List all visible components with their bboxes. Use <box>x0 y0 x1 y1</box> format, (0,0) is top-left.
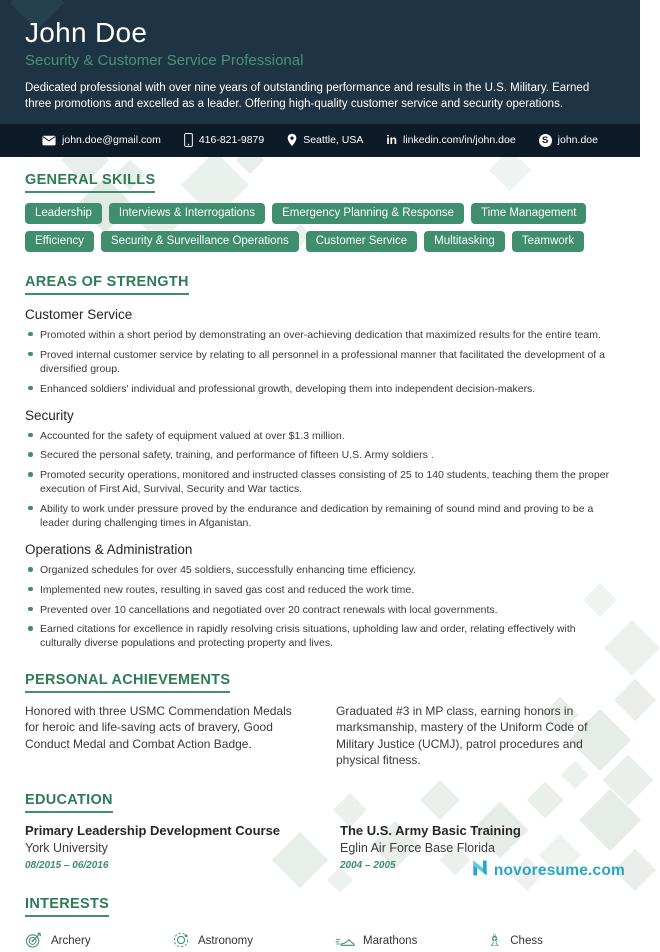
interest-label: Astronomy <box>198 935 253 948</box>
interests-list <box>25 931 615 952</box>
skill-tag: Interviews & Interrogations <box>109 203 265 224</box>
footer-brand[interactable] <box>470 858 625 883</box>
interests-heading: INTERESTS <box>25 896 109 917</box>
strength-group-operations <box>25 542 615 650</box>
bullet-item: Secured the personal safety, training, and performance of fifteen U.S. Army soldiers . <box>25 448 615 462</box>
interest-astronomy <box>172 931 335 952</box>
brand-text: novoresume.com <box>493 861 625 879</box>
contact-bar <box>0 124 640 157</box>
candidate-summary: Dedicated professional with over nine years of outstanding performance and results in the U.S. Military. Earned three promotions and excelled as a leader. Offering high-quality customer service and security operations. <box>25 81 590 110</box>
skill-tag: Multitasking <box>424 231 505 252</box>
bullet-item: Implemented new routes, resulting in saved gas cost and reduced the work time. <box>25 583 615 597</box>
section-personal-achievements <box>25 671 615 769</box>
skill-tag: Teamwork <box>512 231 584 252</box>
section-areas-of-strength <box>25 273 615 651</box>
bullet-item: Ability to work under pressure proved by the endurance and dedication by remaining of sound mind and proving to be a leader during challenging times in Afganistan. <box>25 502 615 530</box>
archery-target-icon <box>25 931 43 952</box>
education-degree: Primary Leadership Development Course <box>25 822 281 838</box>
bullet-item: Enhanced soldiers' individual and professional growth, developing them into independent decision-makers. <box>25 382 615 396</box>
contact-skype[interactable] <box>539 134 598 147</box>
contact-skype-text: john.doe <box>557 134 598 147</box>
contact-location[interactable] <box>287 133 363 147</box>
achievements-columns <box>25 703 615 769</box>
skill-tag: Leadership <box>25 203 102 224</box>
bullet-item: Promoted within a short period by demonstrating an over-achieving dedication that maximized results for the entire team. <box>25 328 615 342</box>
strength-group-title: Operations & Administration <box>25 542 193 558</box>
resume-body <box>0 157 640 952</box>
skill-tag: Time Management <box>471 203 586 224</box>
contact-linkedin-text: linkedin.com/in/john.doe <box>403 134 516 147</box>
education-entry <box>25 823 340 871</box>
skill-tag: Efficiency <box>25 231 94 252</box>
bullet-item: Proved internal customer service by relating to all personnel in a professional manner that facilitated the development of a diversified group. <box>25 348 615 376</box>
skill-tag: Security & Surveillance Operations <box>101 231 299 252</box>
skill-tag-list <box>25 203 615 252</box>
astronomy-orbit-icon <box>172 931 190 952</box>
education-dates: 08/2015 – 06/2016 <box>25 859 109 871</box>
section-general-skills <box>25 171 615 252</box>
strength-group-security <box>25 408 615 531</box>
skill-tag: Emergency Planning & Response <box>272 203 464 224</box>
strength-group-title: Customer Service <box>25 306 133 322</box>
contact-linkedin[interactable] <box>386 133 515 147</box>
strength-group-customer-service <box>25 307 615 396</box>
email-icon <box>42 135 56 146</box>
candidate-name: John Doe <box>25 17 148 48</box>
contact-email[interactable] <box>42 134 161 146</box>
contact-email-text: john.doe@gmail.com <box>62 134 161 147</box>
contact-location-text: Seattle, USA <box>303 134 364 147</box>
interest-label: Marathons <box>363 935 418 948</box>
personal-achievements-heading: PERSONAL ACHIEVEMENTS <box>25 672 230 693</box>
linkedin-icon: in <box>386 133 398 148</box>
phone-icon <box>184 133 193 147</box>
skype-icon: S <box>539 134 552 147</box>
education-degree: The U.S. Army Basic Training <box>340 822 521 838</box>
candidate-job-title: Security & Customer Service Professional <box>25 51 304 69</box>
strength-group-title: Security <box>25 407 74 423</box>
bullet-item: Accounted for the safety of equipment valued at over $1.3 million. <box>25 429 615 443</box>
interest-chess <box>487 930 615 951</box>
bullet-item: Earned citations for excellence in rapidly resolving crisis situations, upholding law and order, relating effectively with culturally diverse populations and protecting property and lives. <box>25 622 615 650</box>
bullet-item: Promoted security operations, monitored and instructed classes consisting of 25 to 140 students, teaching them the proper execution of First Aid, Survival, Security and War tactics. <box>25 468 615 496</box>
education-heading: EDUCATION <box>25 792 113 813</box>
achievement-text: Graduated #3 in MP class, earning honors in marksmanship, mastery of the Uniform Code of Military Justice (UCMJ), patrol procedures and physical fitness. <box>336 703 588 768</box>
section-interests <box>25 895 615 952</box>
bullet-item: Prevented over 10 cancellations and negotiated over 20 contract renewals with local governments. <box>25 603 615 617</box>
areas-of-strength-heading: AREAS OF STRENGTH <box>25 274 189 295</box>
chess-piece-icon: ♗ <box>487 930 503 951</box>
education-school: York University <box>25 840 108 855</box>
strength-bullet-list <box>25 429 615 531</box>
novoresume-logo-icon <box>470 858 490 883</box>
education-school: Eglin Air Force Base Florida <box>340 840 495 855</box>
interest-archery <box>25 931 172 952</box>
strength-bullet-list <box>25 328 615 396</box>
contact-phone-text: 416-821-9879 <box>198 134 265 147</box>
interest-label: Chess <box>510 935 543 948</box>
header-banner <box>0 0 640 124</box>
skill-tag: Customer Service <box>306 231 417 252</box>
interest-label: Archery <box>51 935 91 948</box>
strength-bullet-list <box>25 563 615 650</box>
general-skills-heading: GENERAL SKILLS <box>25 172 155 193</box>
location-icon <box>287 133 297 147</box>
education-dates: 2004 – 2005 <box>340 859 396 871</box>
marathons-shoe-icon <box>335 932 355 951</box>
contact-phone[interactable] <box>184 133 264 147</box>
bullet-item: Organized schedules for over 45 soldiers, successfully enhancing time efficiency. <box>25 563 615 577</box>
achievement-text: Honored with three USMC Commendation Medals for heroic and life-saving acts of bravery, Good Conduct Medal and Combat Action Badge. <box>25 703 292 751</box>
interest-marathons <box>335 932 487 951</box>
